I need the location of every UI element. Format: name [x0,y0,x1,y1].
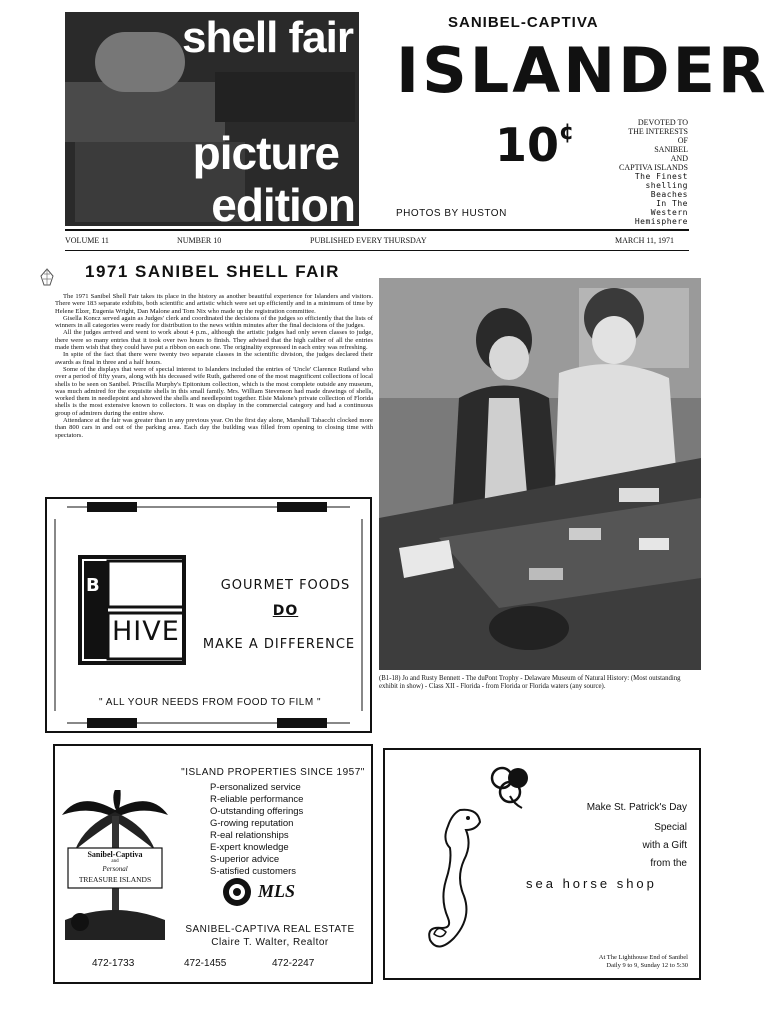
cover-photo [65,12,359,226]
article-paragraph: Attendance at the fair was greater than in any previous year. On the first day alone, Marshall Tabacchi clocked more than 800 cars in and out of the parking area. Each day the building was filled from opening to closing time with spectators. [55,417,373,439]
seahorse-line: with a Gift [642,840,687,851]
bhive-logo [78,555,186,665]
palm-sign-line: Personal [102,865,128,873]
cover-word-edition: edition [211,179,355,226]
paper-title: ISLANDER [396,34,769,107]
seahorse-line: Make St. Patrick's Day [586,802,687,813]
bhive-slogan: " ALL YOUR NEEDS FROM FOOD TO FILM " [99,697,321,708]
article-paragraph: Gisella Koncz served again as Judges' clerk and coordinated the decisions of the judges so efficiently that the lists of winners in all categories were ready for distribution to the news within minutes after the final decisions of the judges. [55,314,373,330]
acrostic-item: S-uperior advice [210,854,280,865]
bottom-rule [65,250,689,251]
palm-sign-line: TREASURE ISLANDS [78,875,152,884]
devoted-line: DEVOTED TO [637,118,688,127]
issue-date: MARCH 11, 1971 [615,236,675,245]
devoted-line: OF [677,136,688,145]
devoted-line: AND [670,154,688,163]
devoted-note [600,118,688,172]
bhive-logo-word: HIVE [112,616,180,647]
finest-line: Western [650,208,688,217]
devoted-line: SANIBEL [654,145,688,154]
bhive-line-gourmet: GOURMET FOODS [220,578,351,593]
seahorse-footer-line: At The Lighthouse End of Sanibel [598,954,688,961]
shell-icon [40,268,54,286]
price-value: 10 [495,118,560,172]
acrostic-item: R-eal relationships [210,830,289,841]
exhibit-photo [379,278,701,670]
devoted-line: CAPTIVA ISLANDS [619,163,688,172]
estate-heading: "ISLAND PROPERTIES SINCE 1957" [181,767,365,778]
article-paragraph: In spite of the fact that there were twenty two separate classes in the scientific division, the judges declared their awards as final in three and a half hours. [55,351,373,366]
finest-note [620,172,688,226]
volume: VOLUME 11 [65,236,109,245]
bhive-line-do: DO [272,603,299,619]
seahorse-footer [520,954,688,969]
issue-number: NUMBER 10 [177,236,222,245]
photo-credit: PHOTOS BY HUSTON [396,208,507,219]
estate-acrostic-list [210,782,303,878]
cover-word-picture: picture [192,127,339,179]
estate-phone: 472-2247 [272,958,315,969]
exhibit-photo-drawing [379,278,701,670]
seahorse-footer-line: Daily 9 to 9, Sunday 12 to 5:30 [606,961,688,969]
mls-seal-icon [222,877,252,907]
article-body [55,293,373,439]
palm-sign-line: and [111,859,119,864]
devoted-line: THE INTERESTS [628,127,688,136]
palm-sign-line: Sanibel-Captiva [87,850,143,859]
bhive-logo-letter: B [86,575,100,596]
finest-line: shelling [645,181,688,190]
estate-phone: 472-1455 [184,958,227,969]
acrostic-item: R-eliable performance [210,794,304,805]
paper-subtitle: SANIBEL-CAPTIVA [448,14,599,31]
acrostic-item: P-ersonalized service [210,782,301,793]
mls-logo: MLS [258,881,296,901]
finest-line: In The [656,199,688,208]
finest-line: Hemisphere [634,217,688,226]
palm-tree-illustration [60,790,170,940]
publication-frequency: PUBLISHED EVERY THURSDAY [310,236,427,245]
acrostic-item: S-atisfied customers [210,866,297,877]
article-paragraph: All the judges arrived and went to work about 4 p.m., although the artistic judges had only seven classes to judge, there were so many entries that it took over two hours to finish. They advised that the high caliber of all the entries made them wish that they could have put a ribbon on each one. The originality expressed in each entry was refreshing. [55,329,373,352]
estate-company: SANIBEL-CAPTIVA REAL ESTATE [185,924,355,935]
seahorse-line: from the [650,858,687,869]
article-paragraph: Some of the displays that were of special interest to Islanders included the entries of 'Uncle' Clarence Rutland who over a period of fifty years, along with his deceased wife Ruth, gathered one of the most magnificent collections of local shells to be seen on Sanibel. Priscilla Murphy's Epitonium collection, which is the most complete outside any museum, was much admired for the exquisite shells in this small family. Mrs. William Stevenson had made drawings of shells, worked them in needlepoint and showed the shells and needlepoint together. Elsie Malone's private collection of Florida shells is the most extensive known to collectors. It was on display in the commercial category and had a continuous group of admirers during the entire show. [55,365,373,417]
photo-caption: (B1-18) Jo and Rusty Bennett - The duPont Trophy - Delaware Museum of Natural History: (Most outstanding exhibit in show) - Class XII - Florida - from Florida or Florida waters (any source). [379,675,681,690]
acrostic-item: O-utstanding offerings [210,806,304,817]
estate-realtor: Claire T. Walter, Realtor [211,937,329,948]
seahorse-icon [420,800,495,960]
finest-line: The Finest [634,172,688,181]
top-rule [65,229,689,231]
article-headline: 1971 SANIBEL SHELL FAIR [85,262,340,281]
bhive-logo-drawing [78,555,186,665]
seahorse-brand: sea horse shop [526,876,657,891]
acrostic-item: G-rowing reputation [210,818,294,829]
cover-word-shell-fair: shell fair [182,13,353,62]
acrostic-item: E-xpert knowledge [210,842,289,853]
estate-phone: 472-1733 [92,958,135,969]
article-paragraph: The 1971 Sanibel Shell Fair takes its place in the history as another beautiful experience for Islanders and visitors. There were 183 separate exhibits, both scientific and artistic which were set up efficiently and in a minimum of time by Helene Elzer, Eugenia Wright, Dan Malone and Tom Nix who made up the registration committee. [55,293,373,315]
finest-line: Beaches [650,190,688,199]
price-symbol: ¢ [559,120,575,145]
bhive-line-difference: MAKE A DIFFERENCE [202,637,356,652]
seahorse-line: Special [654,822,687,833]
price [495,118,575,172]
